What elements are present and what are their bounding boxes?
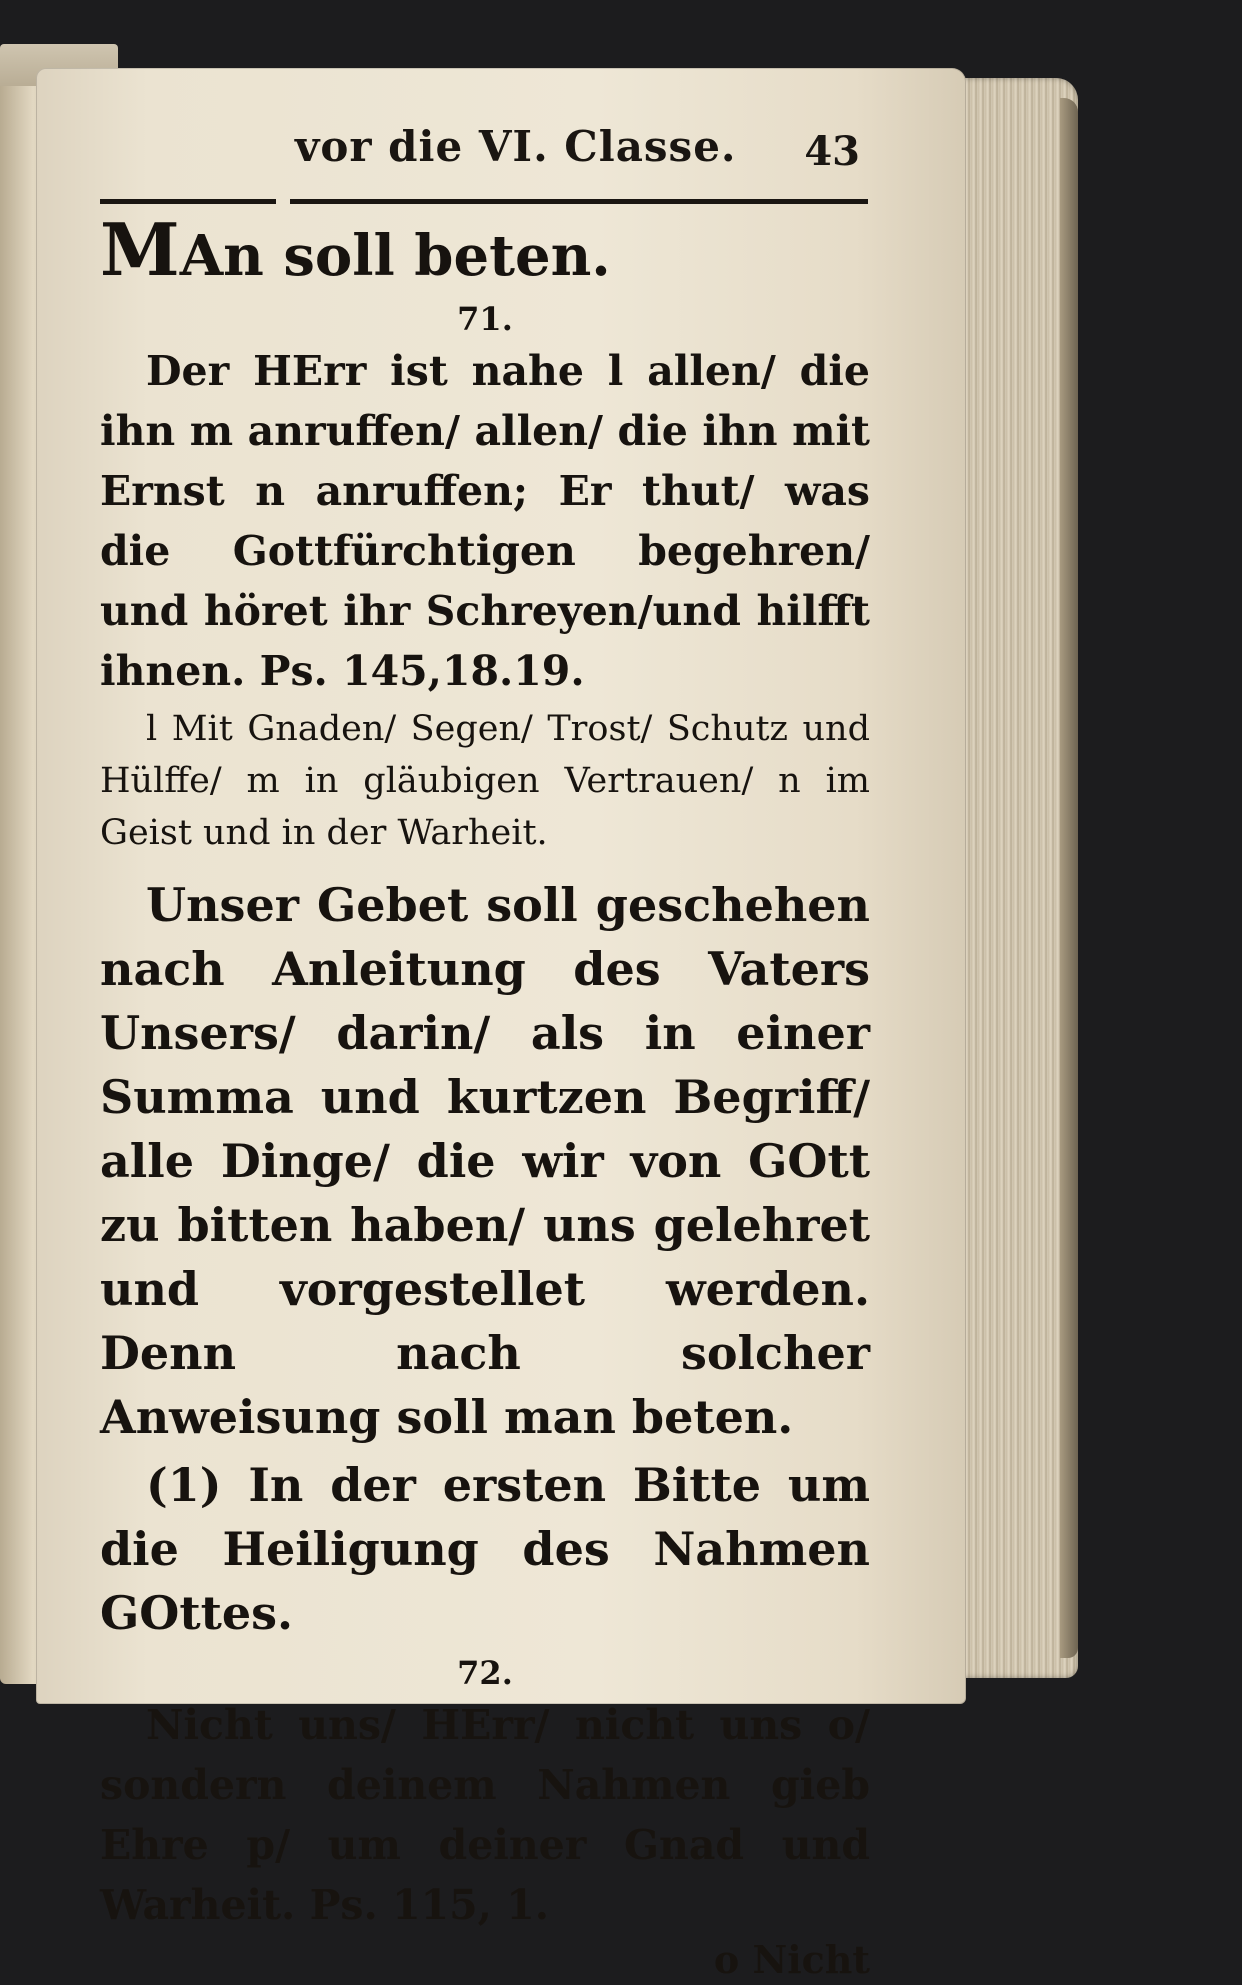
first-petition: (1) In der ersten Bitte um die Heiligung des Nahmen GOttes. [100,1458,870,1640]
body-paragraph: Unser Gebet soll geschehen nach Anleitung des Vaters Unsers/ darin/ als in einer Summa und kurtzen Begriff/ alle Dinge/ die wir von GOtt zu bitten haben/ uns gelehret und vorgestellet werden. Denn nach solcher Anweisung soll man beten. [100,878,870,1444]
header-rule-left [100,199,276,204]
page-number: 43 [804,128,860,175]
section-heading [100,207,870,292]
page-text [100,207,870,1985]
verse-71: Der HErr ist nahe l allen/ die ihn m anruffen/ allen/ die ihn mit Ernst n anruffen; Er thut/ was die Gottfürchtigen begehren/ und höret ihr Schreyen/und hilfft ihnen. Ps. 145,18.19. [100,347,870,695]
page-header [100,122,870,192]
verse-number-71: 71. [457,300,513,338]
header-rule-right [290,199,868,204]
verse-72: Nicht uns/ HErr/ nicht uns o/ sondern deinem Nahmen gieb Ehre p/ um deiner Gnad und Warheit. Ps. 115, 1. [100,1701,870,1929]
verse-number-72: 72. [457,1654,513,1692]
heading-text: An soll beten. [179,223,611,289]
catchword: o Nicht [713,1937,870,1982]
running-head: vor die VI. Classe. [295,122,737,171]
page-edges-stack [950,78,1078,1678]
verse-71-notes: l Mit Gnaden/ Segen/ Trost/ Schutz und Hülffe/ m in gläubigen Vertrauen/ n im Geist und in der Warheit. [100,709,870,853]
decorated-initial: M [100,207,180,292]
